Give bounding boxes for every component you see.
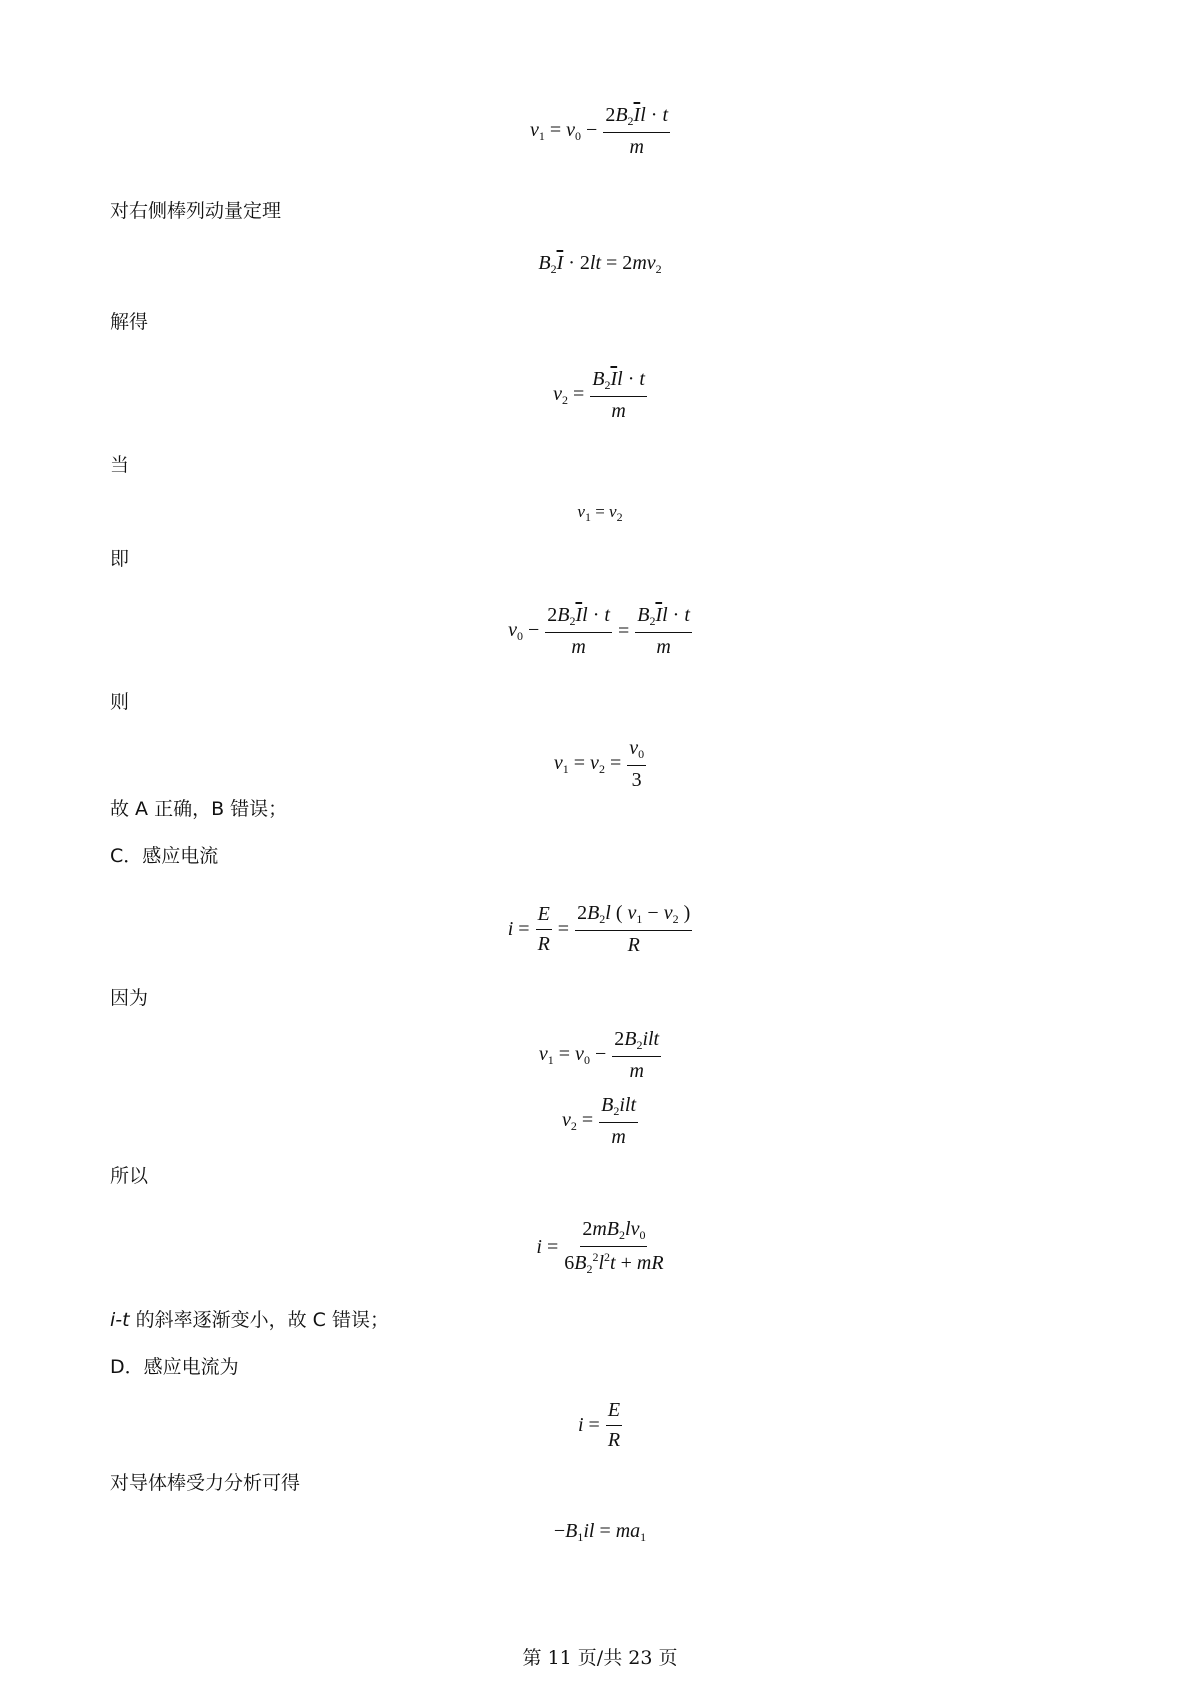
equation-force: $-B_1il = ma_1$: [553, 1520, 647, 1544]
text-line-therefore: 所以: [110, 1165, 149, 1187]
variable-i-t: i-t: [110, 1309, 130, 1331]
text-line-then: 则: [110, 691, 130, 713]
text-line-option-d: D．感应电流为: [110, 1356, 239, 1378]
text-line-namely: 即: [110, 548, 130, 570]
text-line-momentum-right: 对右侧棒列动量定理: [110, 200, 282, 222]
slope-conclusion: 的斜率逐渐变小，故 C 错误；: [129, 1309, 389, 1331]
equation-v1-eq-v2: $v_1 = v_2$: [577, 502, 623, 524]
text-line-conclusion-ab: 故 A 正确，B 错误；: [110, 798, 288, 820]
equation-current-simple: i = $\frac{E}{R}$: [577, 1399, 621, 1451]
text-line-when: 当: [110, 454, 130, 476]
equation-v1-current: $v_1 = v_0$ − $\frac{2B_2ilt}{m}$: [538, 1028, 660, 1082]
equation-v2: $v_2$ = $\frac{B_2\overline{I}l \cdot t}{m}$: [553, 368, 645, 422]
text-line-force-analysis: 对导体棒受力分析可得: [110, 1472, 301, 1494]
text-line-because: 因为: [110, 987, 149, 1009]
equation-v2-current: $v_2$ = $\frac{B_2ilt}{m}$: [561, 1094, 637, 1148]
page-footer: 第 11 页/共 23 页: [522, 1647, 678, 1669]
equation-v1: $v_1 = v_0$ − $\frac{2B_2\overline{I}l \cdot t}{m}$: [529, 104, 669, 158]
equation-current-time: i = $\frac{2mB_2lv_0}{6B_2^2l^2t + mR}$: [536, 1218, 664, 1276]
equation-final-velocity: $v_1 = v_2$ = $\frac{v_0}{3}$: [553, 737, 645, 791]
text-line-solve: 解得: [110, 311, 149, 333]
text-line-option-c: C．感应电流: [110, 845, 219, 867]
equation-current: i = $\frac{E}{R}$ = $\frac{2B_2l ( v_1 - v_2 )}{R}$: [507, 902, 691, 956]
equation-equality: $v_0$ − $\frac{2B_2\overline{I}l \cdot t}{m}$ = $\frac{B_2\overline{I}l \cdot t}{m}$: [508, 604, 690, 658]
text-line-slope: [110, 1307, 389, 1333]
equation-momentum: $B_2\overline{I} \cdot 2lt = 2mv_2$: [538, 252, 662, 276]
